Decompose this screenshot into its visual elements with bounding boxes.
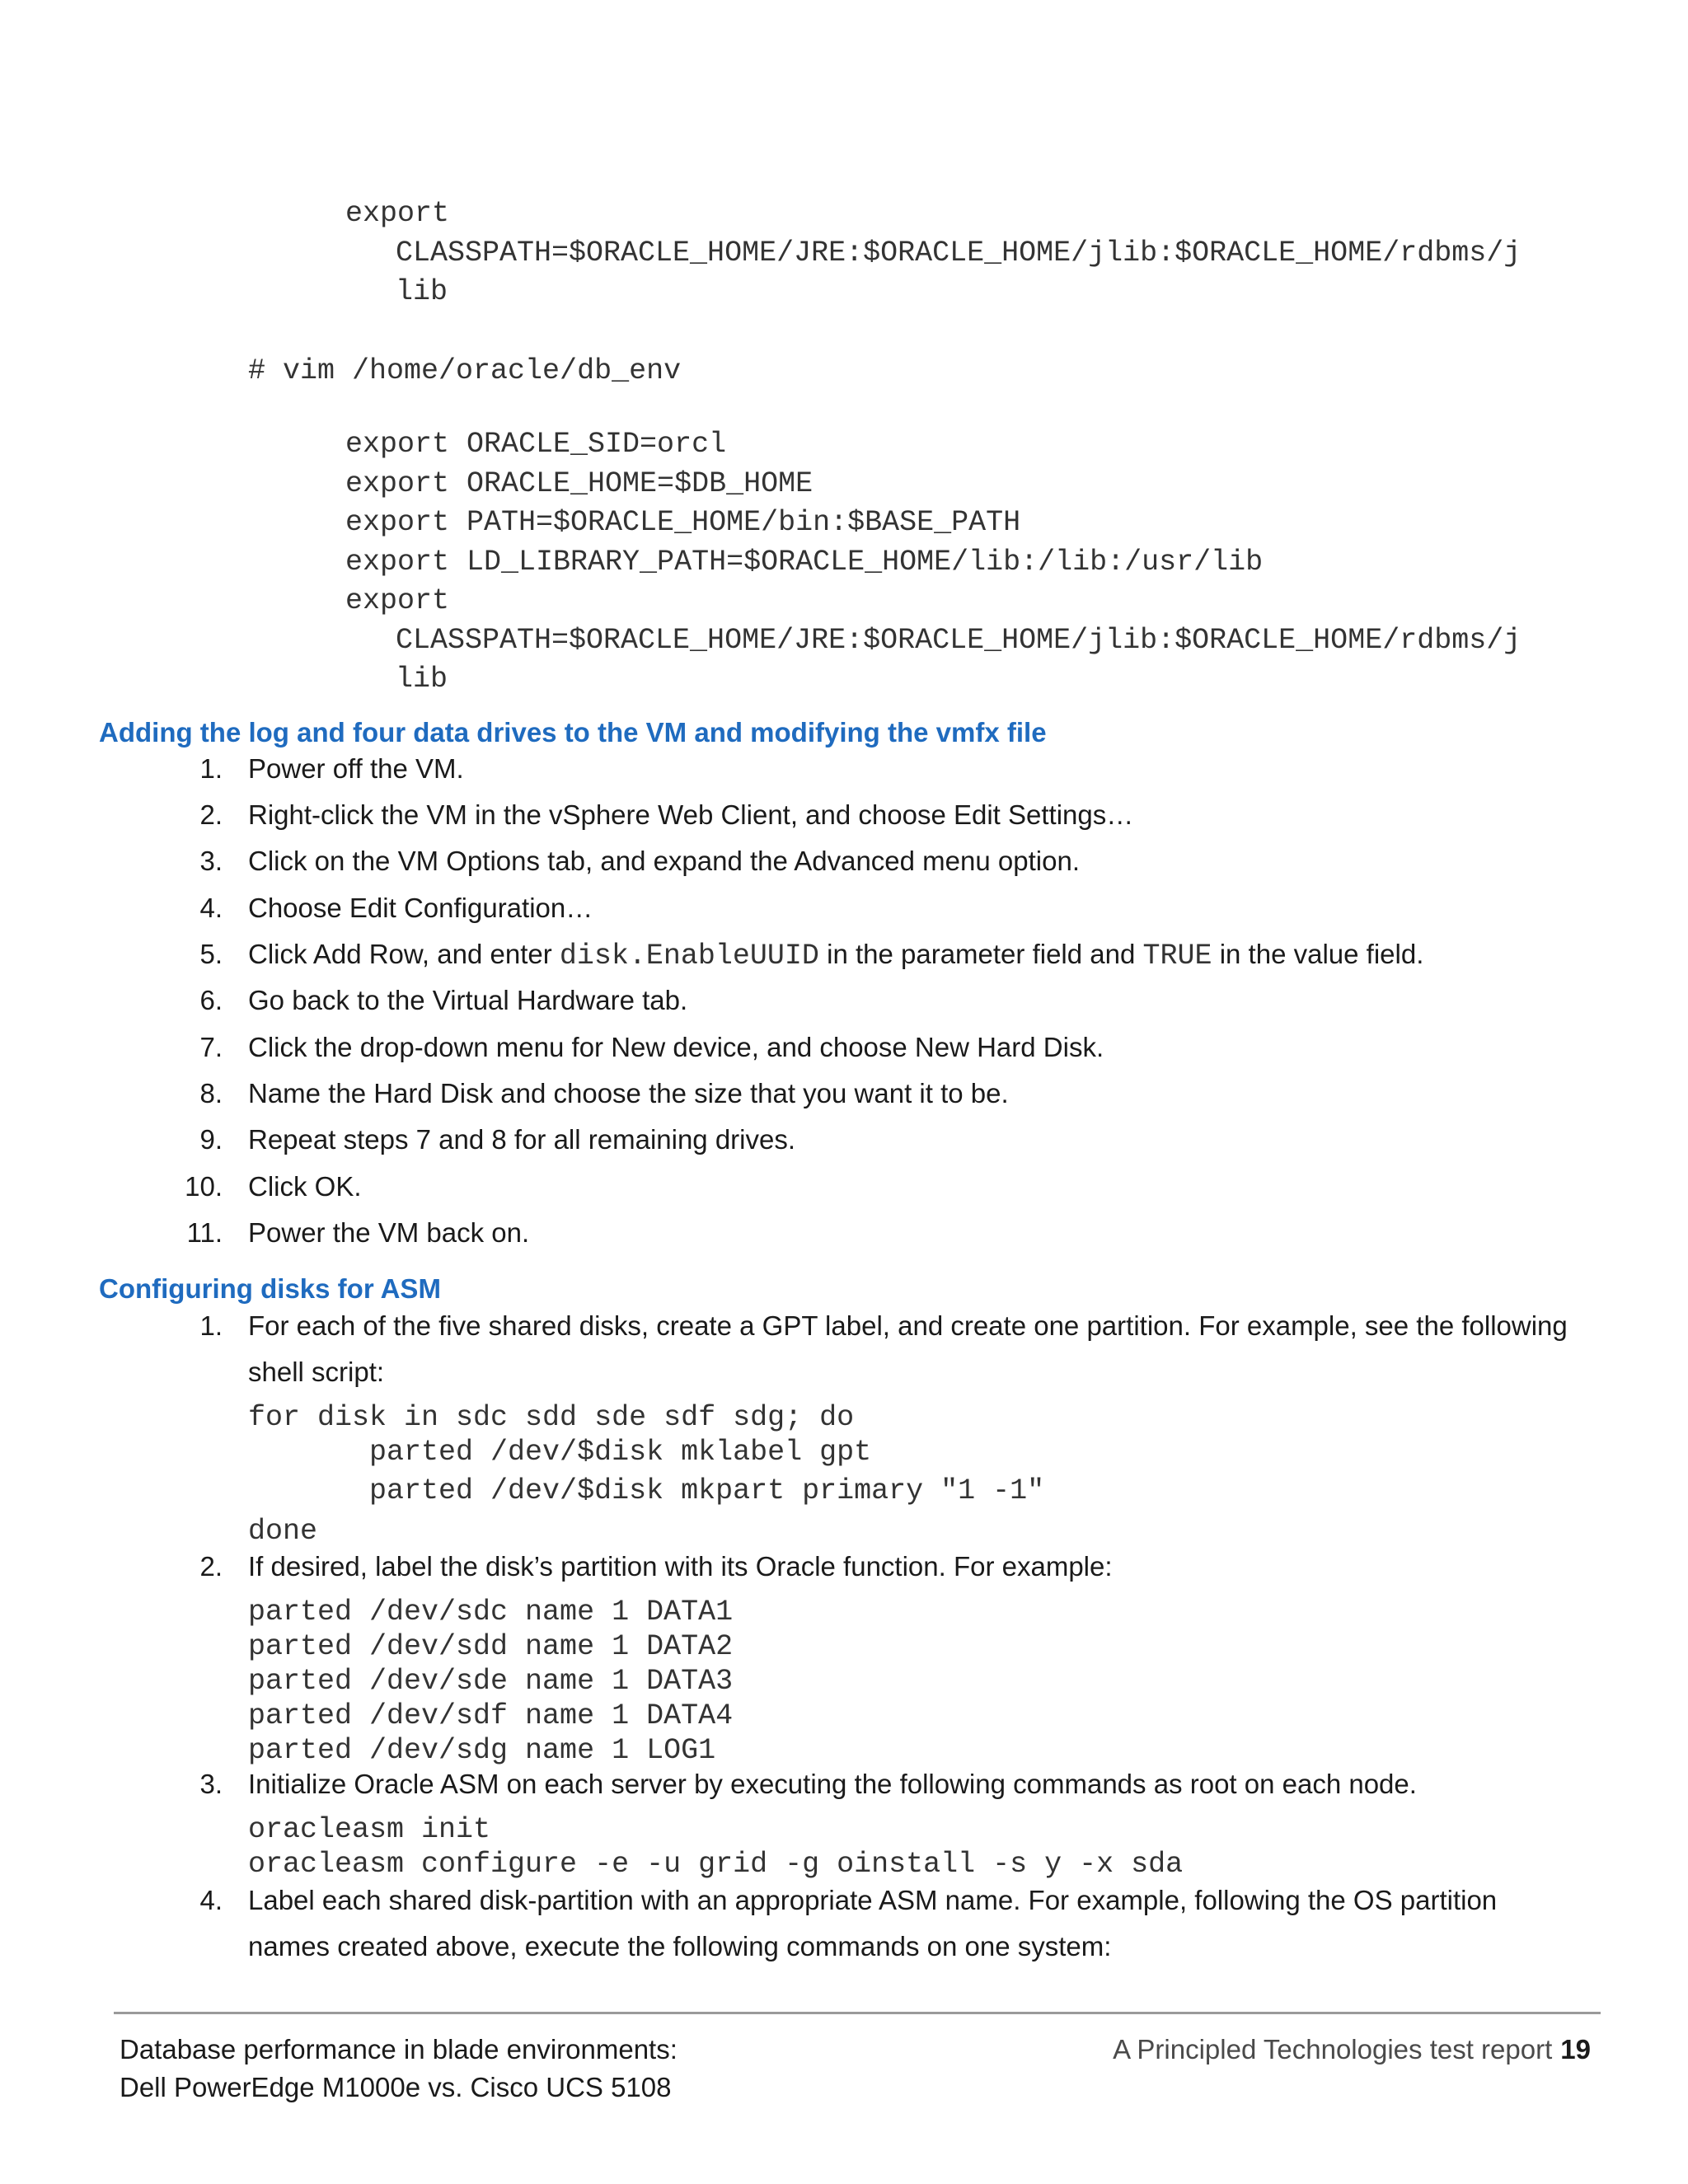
list-item: [0, 939, 1688, 972]
step-text: Go back to the Virtual Hardware tab.: [248, 985, 688, 1015]
step-number: 1.: [199, 1310, 223, 1341]
step-text: Initialize Oracle ASM on each server by executing the following commands as root on each node.: [248, 1769, 1417, 1799]
step-number: 1.: [199, 753, 223, 784]
step-number: 4.: [199, 1885, 223, 1915]
code-line: oracleasm init: [248, 1813, 491, 1846]
step-text: Power off the VM.: [248, 753, 464, 784]
code-line: lib: [396, 663, 448, 696]
footer-publisher: [1113, 2034, 1591, 2065]
list-item: [0, 1769, 1688, 1802]
code-line: CLASSPATH=$ORACLE_HOME/JRE:$ORACLE_HOME/jlib:$ORACLE_HOME/rdbms/j: [396, 624, 1522, 657]
code-line: done: [248, 1515, 318, 1548]
step-text: Click the drop-down menu for New device, and choose New Hard Disk.: [248, 1032, 1104, 1062]
step-text: Click on the VM Options tab, and expand the Advanced menu option.: [248, 846, 1080, 876]
step-text: Repeat steps 7 and 8 for all remaining drives.: [248, 1124, 796, 1155]
code-line: oracleasm configure -e -u grid -g oinstall -s y -x sda: [248, 1848, 1184, 1881]
code-line: parted /dev/sdf name 1 DATA4: [248, 1699, 734, 1732]
step-text: Label each shared disk-partition with an appropriate ASM name. For example, following the OS partition: [248, 1885, 1498, 1915]
step-text: For each of the five shared disks, create a GPT label, and create one partition. For example, see the following: [248, 1310, 1568, 1341]
step-number: 11.: [186, 1217, 223, 1248]
footer-report-subtitle: Dell PowerEdge M1000e vs. Cisco UCS 5108: [120, 2072, 672, 2102]
list-item: [0, 1310, 1688, 1343]
step-text-part: in the value field.: [1212, 939, 1424, 969]
step-number: 2.: [199, 799, 223, 830]
section-heading-vm: Adding the log and four data drives to the VM and modifying the vmfx file: [99, 717, 1047, 748]
list-item: [0, 1885, 1688, 1918]
step-text-part: in the parameter field and: [818, 939, 1143, 969]
step-text: Click OK.: [248, 1171, 362, 1202]
list-item: [0, 1217, 1688, 1250]
code-line: export ORACLE_HOME=$DB_HOME: [345, 467, 814, 500]
step-text-continued: shell script:: [248, 1357, 385, 1387]
code-line: parted /dev/$disk mklabel gpt: [248, 1436, 872, 1469]
inline-code: TRUE: [1142, 940, 1212, 972]
step-text: Name the Hard Disk and choose the size that you want it to be.: [248, 1078, 1009, 1108]
list-item: [0, 846, 1688, 879]
list-item: [0, 985, 1688, 1018]
list-item: [0, 1171, 1688, 1204]
step-text: Power the VM back on.: [248, 1217, 530, 1248]
step-number: 6.: [199, 985, 223, 1015]
code-line: parted /dev/sde name 1 DATA3: [248, 1665, 734, 1698]
list-item: [0, 753, 1688, 786]
list-item: [0, 1124, 1688, 1157]
section-heading-asm: Configuring disks for ASM: [99, 1273, 441, 1304]
footer-divider: [114, 2012, 1601, 2014]
code-line: export LD_LIBRARY_PATH=$ORACLE_HOME/lib:/lib:/usr/lib: [345, 546, 1264, 579]
code-line: export ORACLE_SID=orcl: [345, 428, 727, 461]
code-line: parted /dev/sdg name 1 LOG1: [248, 1734, 716, 1767]
page-number: 19: [1560, 2034, 1591, 2064]
step-number: 10.: [185, 1171, 223, 1202]
list-item: [0, 1551, 1688, 1584]
list-item: [0, 1078, 1688, 1111]
step-text-continued: names created above, execute the following commands on one system:: [248, 1931, 1112, 1961]
code-line: for disk in sdc sdd sde sdf sdg; do: [248, 1401, 855, 1434]
code-line: lib: [396, 275, 448, 308]
step-text: [248, 939, 1423, 972]
code-line: parted /dev/$disk mkpart primary "1 -1": [248, 1474, 1045, 1507]
step-text: Choose Edit Configuration…: [248, 893, 593, 923]
step-number: 3.: [199, 1769, 223, 1799]
list-item: [0, 893, 1688, 926]
step-number: 2.: [199, 1551, 223, 1582]
list-item: [0, 1032, 1688, 1065]
code-line: parted /dev/sdd name 1 DATA2: [248, 1630, 734, 1663]
step-text: If desired, label the disk’s partition with its Oracle function. For example:: [248, 1551, 1113, 1582]
list-item: [0, 799, 1688, 832]
step-number: 9.: [199, 1124, 223, 1155]
step-number: 7.: [199, 1032, 223, 1062]
code-line: export: [345, 197, 450, 230]
code-line: export PATH=$ORACLE_HOME/bin:$BASE_PATH: [345, 506, 1021, 539]
step-number: 5.: [199, 939, 223, 969]
footer-report-title: Database performance in blade environments:: [120, 2034, 678, 2064]
step-number: 8.: [199, 1078, 223, 1108]
step-text-part: Click Add Row, and enter: [248, 939, 560, 969]
inline-code: disk.EnableUUID: [559, 940, 819, 972]
step-text: Right-click the VM in the vSphere Web Client, and choose Edit Settings…: [248, 799, 1134, 830]
step-number: 3.: [199, 846, 223, 876]
step-number: 4.: [199, 893, 223, 923]
footer-publisher-text: A Principled Technologies test report: [1113, 2034, 1553, 2064]
vim-command: # vim /home/oracle/db_env: [248, 354, 682, 387]
code-line: CLASSPATH=$ORACLE_HOME/JRE:$ORACLE_HOME/jlib:$ORACLE_HOME/rdbms/j: [396, 237, 1522, 269]
code-line: export: [345, 584, 450, 617]
code-line: parted /dev/sdc name 1 DATA1: [248, 1596, 734, 1629]
